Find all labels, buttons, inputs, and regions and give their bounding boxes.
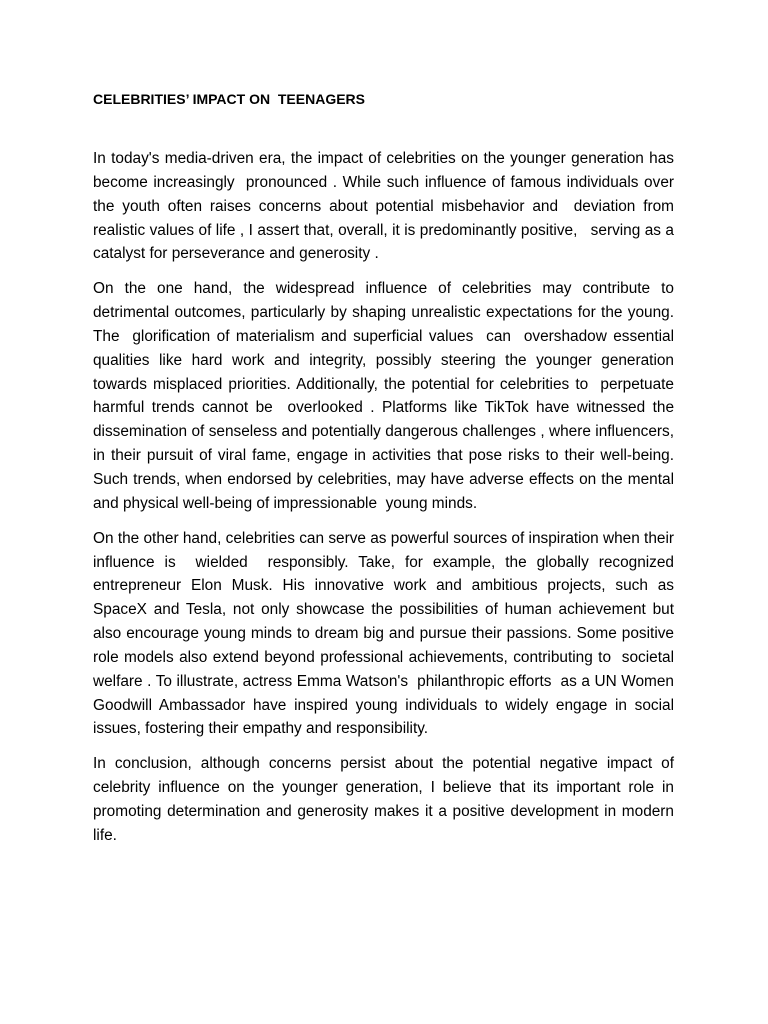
document-page bbox=[93, 89, 683, 859]
paragraph-positive-impact: On the other hand, celebrities can serve as powerful sources of inspiration when their influence is wielded responsibly. Take, for example, the globally recognized entrepreneur Elon Musk. His innovative work and ambitious projects, such as SpaceX and Tesla, not only showcase the possibilities of human achievement but also encourage young minds to dream big and pursue their passions. Some positive role models also extend beyond professional achievements, contributing to societal welfare . To illustrate, actress Emma Watson's philanthropic efforts as a UN Women Goodwill Ambassador have inspired young individuals to widely engage in social issues, fostering their empathy and responsibility. bbox=[93, 529, 679, 738]
document-title: CELEBRITIES’ IMPACT ON TEENAGERS bbox=[93, 91, 365, 107]
paragraph-negative-impact: On the one hand, the widespread influence of celebrities may contribute to detrimental outcomes, particularly by shaping unrealistic expectations for the young. The glorification of materialism and superficial values can overshadow essential qualities like hard work and integrity, possibly steering the younger generation towards misplaced priorities. Additionally, the potential for celebrities to perpetuate harmful trends cannot be overlooked . Platforms like TikTok have witnessed the dissemination of senseless and potentially dangerous challenges , where influencers, in their pursuit of viral fame, engage in activities that pose risks to their well-being. Such trends, when endorsed by celebrities, may have adverse effects on the mental and physical well-being of impressionable young minds. bbox=[93, 280, 683, 512]
paragraph-conclusion: In conclusion, although concerns persist about the potential negative impact of celebrity influence on the younger generation, I believe that its important role in promoting determination and generosity makes it a positive development in modern life. bbox=[93, 755, 679, 844]
paragraph-introduction: In today's media-driven era, the impact of celebrities on the younger generation has become increasingly pronounced . While such influence of famous individuals over the youth often raises concerns about potential misbehavior and deviation from realistic values of life , I assert that, overall, it is predominantly positive, serving as a catalyst for perseverance and generosity . bbox=[93, 150, 679, 263]
